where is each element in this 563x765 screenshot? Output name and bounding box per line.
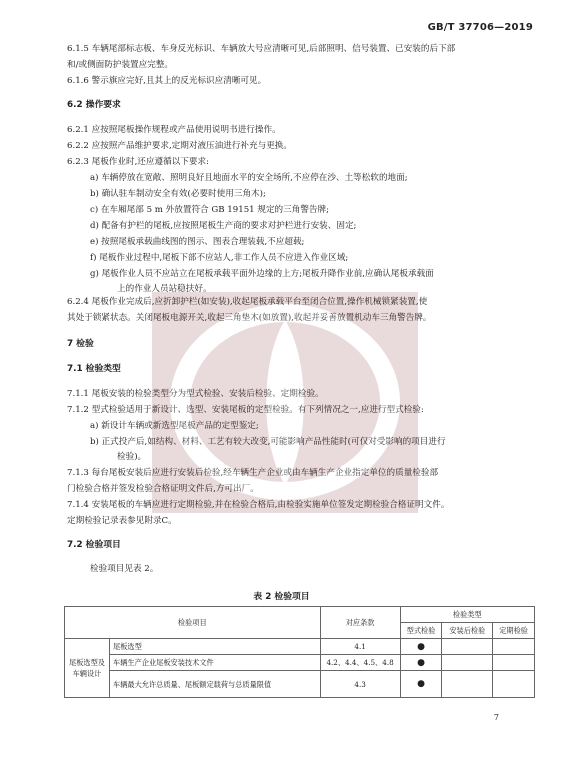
text-line: 6.1.6 警示旗应完好,且其上的反光标识应清晰可见。	[67, 76, 267, 86]
text-line: e) 按照尾板承载曲线图的图示、图表合理装载,不应超载;	[90, 237, 305, 247]
text-line: 上的作业人员站稳扶好。	[117, 284, 212, 294]
header-item: 检验项目	[65, 607, 321, 639]
text-line: 检验项目见表 2。	[90, 564, 159, 574]
table-row-mark	[442, 671, 493, 698]
text-line: 其处于锁紧状态。关闭尾板电源开关,收起三角垫木(如放置),收起并妥善放置机动车三角警告牌。	[67, 313, 432, 323]
text-line: a) 新设计车辆或新选型尾板产品的定型鉴定;	[90, 421, 259, 431]
table-row-mark	[493, 671, 535, 698]
header-types: 检验类型	[400, 607, 534, 623]
section-heading: 7.1 检验类型	[67, 364, 121, 374]
page-number: 7	[493, 713, 499, 722]
text-line: 6.2.2 应按照产品维护要求,定期对液压油进行补充与更换。	[67, 141, 292, 151]
table-row-mark: ●	[400, 655, 442, 671]
table-row-clause: 4.2、4.4、4.5、4.8	[320, 655, 400, 671]
table-row-item: 尾板选型	[110, 639, 321, 655]
text-line: 7.1.2 型式检验适用于新设计、选型、安装尾板的定型检验。有下列情况之一,应进行型式检验:	[67, 405, 424, 415]
text-line: 7.1.3 每台尾板安装后应进行安装后检验,经车辆生产企业或由车辆生产企业指定单位的质量检验部	[67, 468, 439, 478]
text-line: b) 正式投产后,如结构、材料、工艺有较大改变,可能影响产品性能时(可仅对受影响的项目进行	[90, 437, 446, 447]
text-line: 定期检验记录表参见附录C。	[67, 516, 177, 526]
text-line: 7.1.1 尾板安装的检验类型分为型式检验、安装后检验、定期检验。	[67, 389, 324, 399]
text-line: a) 车辆停放在宽敞、照明良好且地面水平的安全场所,不应停在沙、土等松软的地面;	[90, 173, 408, 183]
table-row-clause: 4.1	[320, 639, 400, 655]
text-line: 6.2.4 尾板作业完成后,应折卸护栏(如安装),收起尾板承载平台至闭合位置,操作机械锁紧装置,使	[67, 297, 428, 307]
text-line: 门检验合格并签发检验合格证明文件后,方可出厂。	[67, 484, 259, 494]
header-type-1: 安装后检验	[442, 623, 493, 639]
table-row-clause: 4.3	[320, 671, 400, 698]
text-line: 检验)。	[117, 452, 147, 462]
header-type-0: 型式检验	[400, 623, 442, 639]
text-line: c) 在车厢尾部 5 m 外放置符合 GB 19151 规定的三角警告牌;	[90, 205, 330, 215]
section-heading: 7 检验	[67, 339, 94, 349]
text-line: f) 尾板作业过程中,尾板下部不应站人,非工作人员不应进入作业区域;	[90, 253, 349, 263]
table-row-item: 车辆生产企业尾板安装技术文件	[110, 655, 321, 671]
header-type-2: 定期检验	[493, 623, 535, 639]
section-heading: 6.2 操作要求	[67, 100, 121, 110]
inspection-items-table	[64, 606, 535, 698]
table-row-mark	[493, 655, 535, 671]
table-row-mark: ●	[400, 639, 442, 655]
text-line: 和/或侧面防护装置应完整。	[67, 60, 174, 70]
group-label: 尾板选型及车辆设计	[65, 639, 110, 698]
header-clause: 对应条款	[320, 607, 400, 639]
table-row-mark	[442, 655, 493, 671]
section-heading: 7.2 检验项目	[67, 540, 121, 550]
text-line: 7.1.4 安装尾板的车辆应进行定期检验,并在检验合格后,由检验实施单位签发定期检验合格证明文件。	[67, 500, 450, 510]
text-line: d) 配备有护栏的尾板,应按照尾板生产商的要求对护栏进行安装、固定;	[90, 221, 357, 231]
table-row-item: 车辆最大允许总质量、尾板额定载荷与总质量限值	[110, 671, 321, 698]
table-caption: 表 2 检验项目	[253, 592, 310, 602]
standard-number: GB/T 37706—2019	[427, 22, 533, 33]
text-line: 6.2.1 应按照尾板操作规程或产品使用说明书进行操作。	[67, 125, 281, 135]
table-row-mark	[442, 639, 493, 655]
table-row-mark: ●	[400, 671, 442, 698]
table-row-mark	[493, 639, 535, 655]
text-line: b) 确认驻车制动安全有效(必要时使用三角木);	[90, 189, 266, 199]
text-line: 6.2.3 尾板作业时,还应遵循以下要求:	[67, 157, 209, 167]
text-line: g) 尾板作业人员不应站立在尾板承载平面外边缘的上方;尾板升降作业前,应确认尾板承载面	[90, 269, 434, 279]
text-line: 6.1.5 车辆尾部标志板、车身反光标识、车辆放大号应清晰可见,后部照明、信号装置、已安装的后下部	[67, 44, 456, 54]
